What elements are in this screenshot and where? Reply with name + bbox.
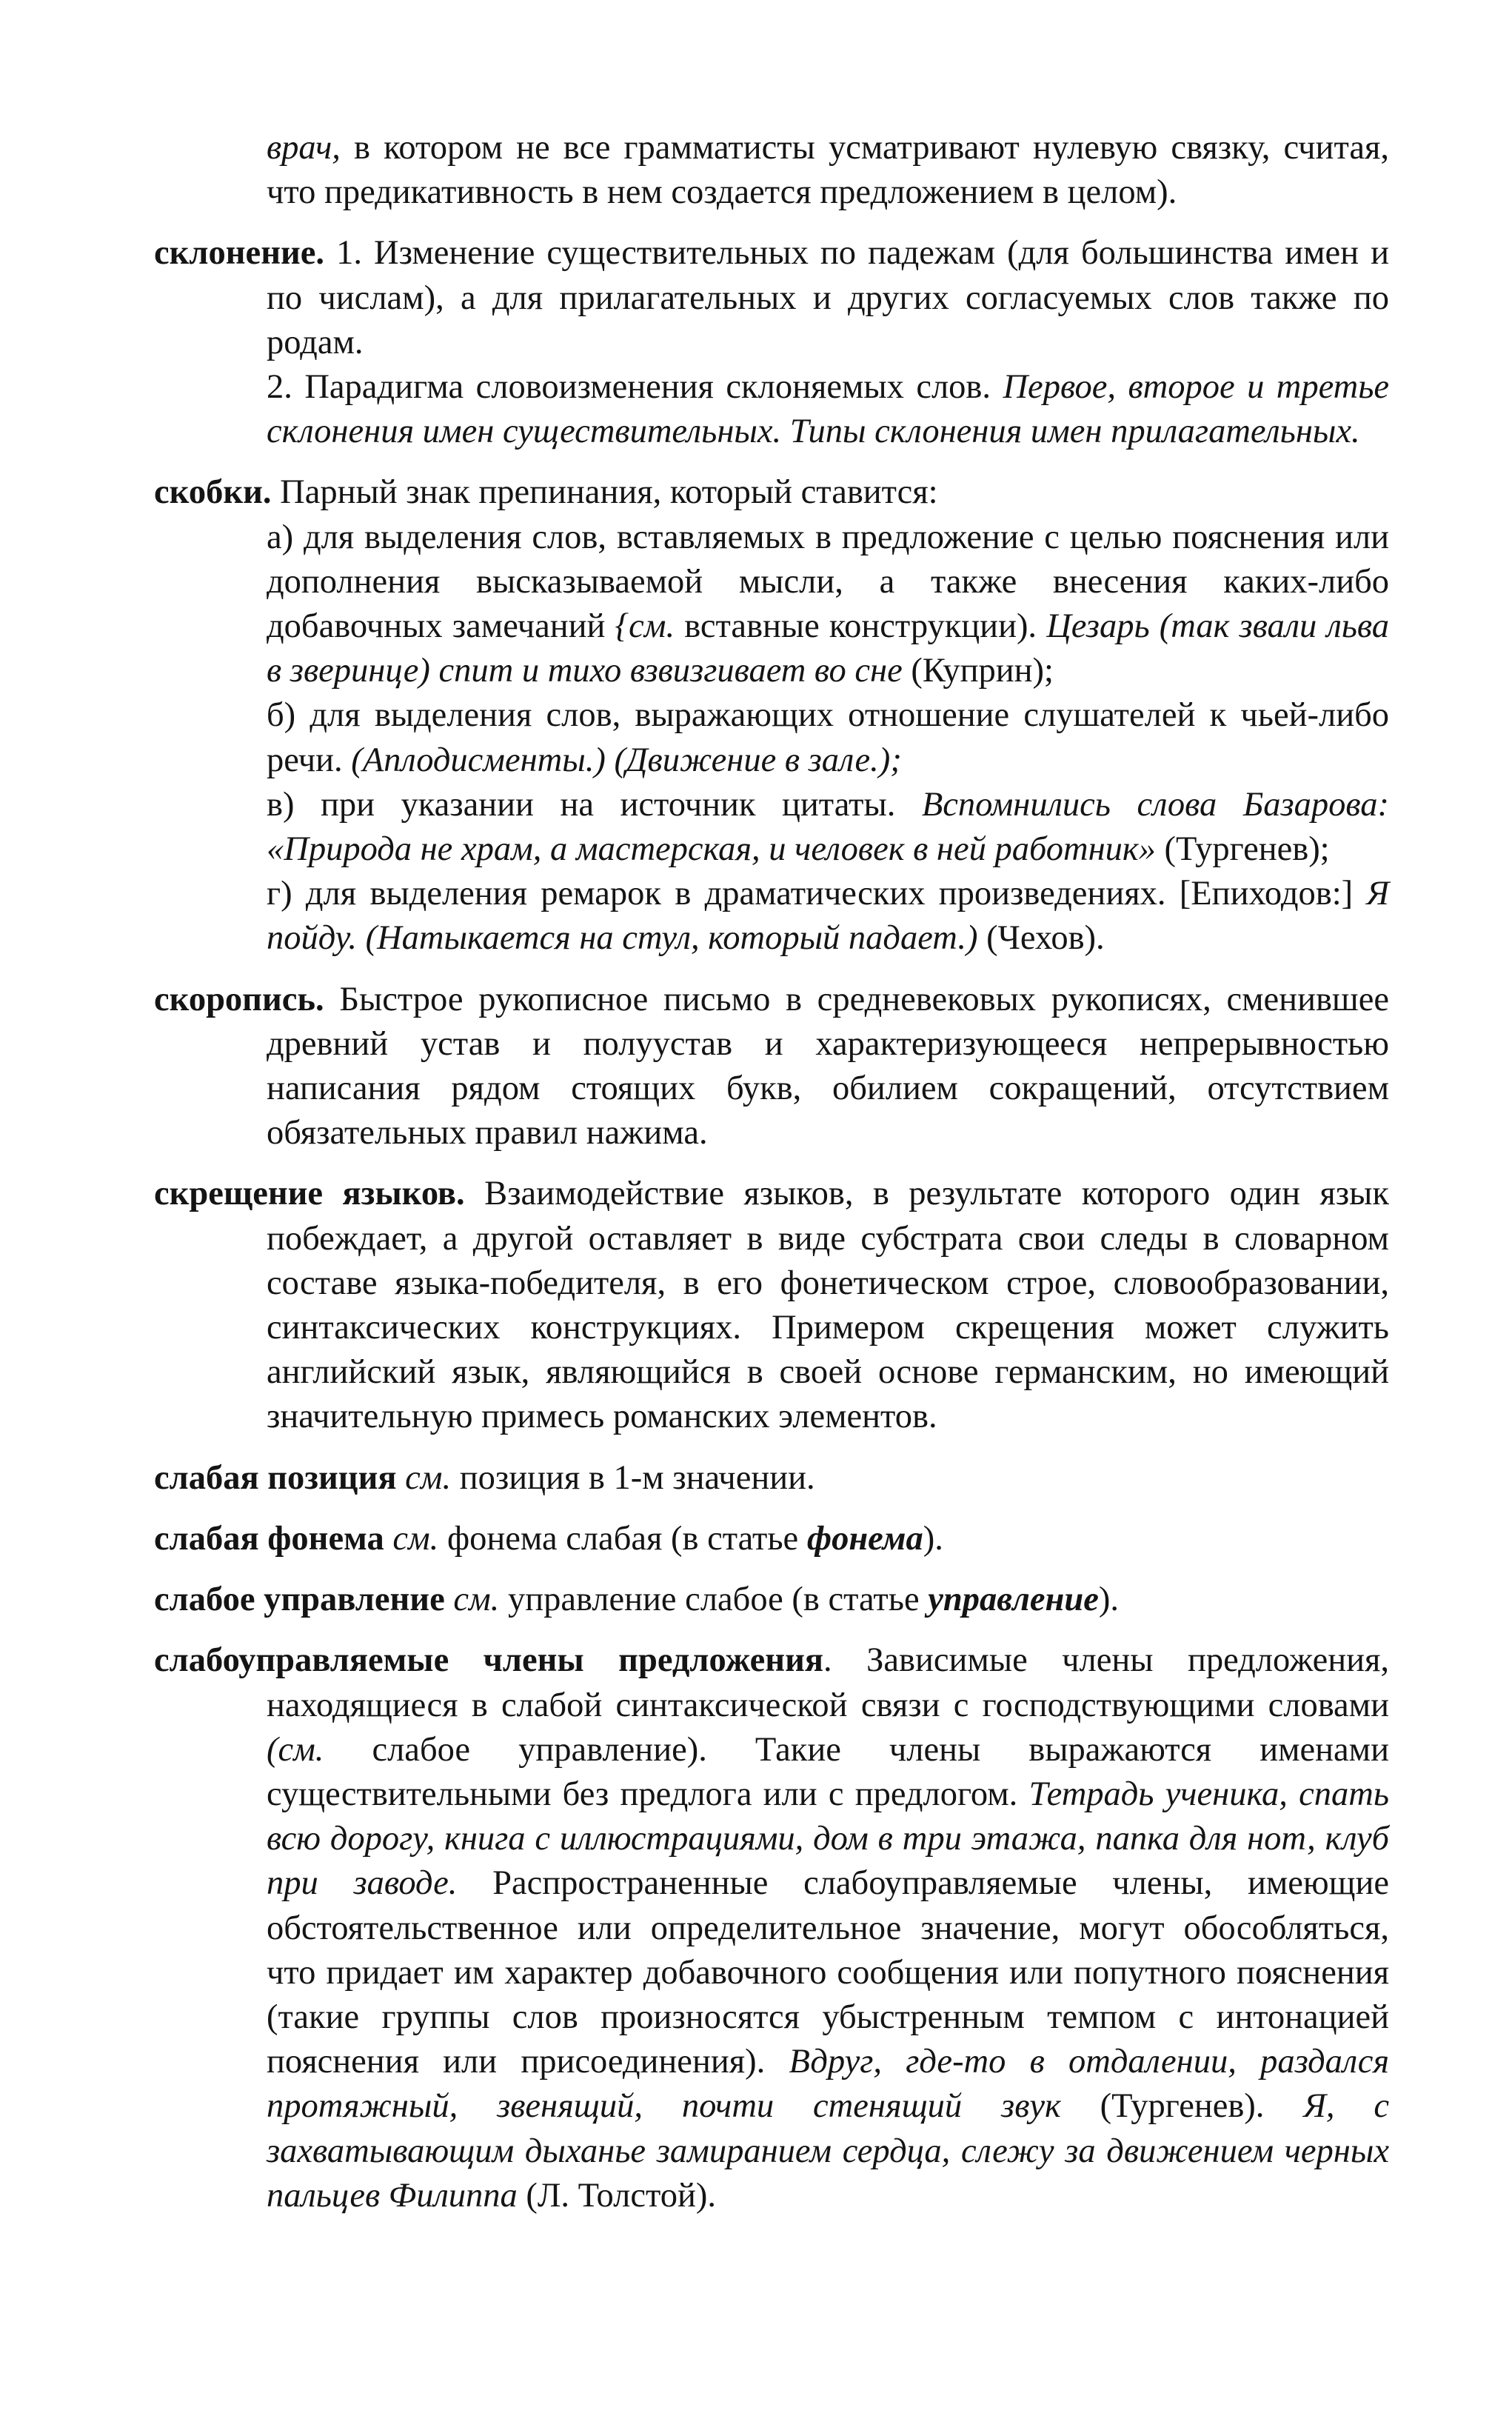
author: (Куприн); [902, 652, 1054, 690]
entry-slabaya-fonema [154, 1517, 1389, 1561]
item-text: б) для выделения слов, выражающих отношение слушателей к чьей-либо речи. [267, 696, 1389, 779]
definition: Парный знак препинания, который ставится: [271, 473, 938, 512]
example: Тетрадь ученика, спать всю дорогу, книга с иллюстрациями, дом в три этажа, папка для нот, клуб при заводе. [267, 1775, 1389, 1903]
cross-reference: управление слабое (в статье [499, 1581, 929, 1619]
definition: Взаимодействие языков, в результате которого один язык побеждает, а другой оставляет в виде субстрата свои следы в словарном составе языка-победителя, в его фонетическом строе, словообразовании, синтаксических конструкциях. Примером скрещения может служить английский язык, являющийся в своей основе германским, но имеющий значительную примесь романских элементов. [267, 1175, 1389, 1436]
entry-skobki-item-g [154, 872, 1389, 961]
headword: скобки. [154, 473, 272, 512]
example: Вспомнились слова Базарова: «Природа не храм, а мастерская, и человек в ней работник» [267, 785, 1389, 869]
example: Цезарь (так звали льва в зверинце) спит и тихо взвизгивает во сне [267, 607, 1389, 690]
continuation-text: в котором не все грамматисты усматривают нулевую связку, считая, что предикативность в нем создается предложением в целом). [267, 129, 1389, 212]
example: Первое, второе и третье склонения имен существительных. Типы склонения имен прилагательных. [267, 368, 1389, 451]
entry-slabaya-poziciya [154, 1456, 1389, 1501]
entry-skobki-item-a [154, 516, 1389, 694]
headword: скоропись. [154, 980, 324, 1018]
cross-reference-end: ). [923, 1519, 943, 1558]
headword: слабое управление [154, 1581, 445, 1619]
entry-sklonenie-sense-2 [154, 365, 1389, 454]
author: (Чехов). [977, 919, 1105, 958]
cross-reference: фонема слабая (в статье [438, 1519, 807, 1558]
see-marker: см. [384, 1519, 439, 1558]
headword: слабая позиция [154, 1458, 397, 1497]
continuation-term: врач, [267, 129, 341, 167]
item-text: а) для выделения слов, вставляемых в предложение с целью пояснения или дополнения высказываемой мысли, а также внесения каких-либо добавочных замечаний [267, 518, 1389, 646]
example: Я пойду. (Натыкается на стул, который падает.) [267, 875, 1389, 958]
example: Вдруг, где-то в отдалении, раздался протяжный, звенящий, почти стенящий звук [267, 2043, 1389, 2126]
author: (Л. Толстой). [517, 2176, 716, 2215]
entry-slaboupravlyaemye [154, 1638, 1389, 2218]
entry-skobki-item-b [154, 693, 1389, 782]
definition: Быстрое рукописное письмо в средневековых рукописях, сменившее древний устав и полуустав и характеризующееся непрерывностью написания рядом стоящих букв, обилием сокращений, отсутствием обязательных правил нажима. [267, 980, 1389, 1152]
cross-reference-headword: управление [928, 1581, 1099, 1619]
example: Я, с захватывающим дыханье замиранием сердца, слежу за движением черных пальцев Филиппа [267, 2087, 1390, 2215]
see-marker: см. [444, 1581, 500, 1619]
dictionary-page [154, 126, 1389, 2218]
item-text: г) для выделения ремарок в драматических произведениях. [Епиходов:] [267, 875, 1367, 913]
cross-reference-end: ). [1098, 1581, 1119, 1619]
entry-skobki-item-v [154, 783, 1389, 872]
definition: 2. Парадигма словоизменения склоняемых слов. [267, 368, 1003, 407]
cross-reference-headword: фонема [806, 1519, 923, 1558]
entry-skoropis [154, 978, 1389, 1156]
see-marker: см. [396, 1458, 452, 1497]
cross-reference: вставные конструкции). [675, 607, 1047, 646]
entry-sklonenie [154, 231, 1389, 365]
entry-skobki [154, 470, 1389, 515]
entry-skreshchenie [154, 1172, 1389, 1439]
cross-reference: позиция в 1-м значении. [451, 1458, 815, 1497]
definition: слабое управление). Такие члены выражаются именами существительными без предлога или с предлогом. [267, 1730, 1389, 1813]
author: (Тургенев); [1155, 830, 1330, 869]
author: (Тургенев). [1060, 2087, 1304, 2126]
definition: Распространенные слабоуправляемые члены, имеющие обстоятельственное или определительное значение, могут обособляться, что придает им характер добавочного сообщения или попутного пояснения (такие группы слов произносятся убыстренным темпом с интонацией пояснения или присоединения). [267, 1864, 1389, 2081]
example: (Аплодисменты.) (Движение в зале.); [351, 741, 902, 779]
headword: слабоуправляемые члены предложения [154, 1641, 824, 1680]
definition: . Зависимые члены предложения, находящиеся в слабой синтаксической связи с господствующими словами [267, 1641, 1389, 1724]
continuation-paragraph [154, 126, 1389, 215]
entry-slaboe-upravlenie [154, 1578, 1389, 1622]
headword: слабая фонема [154, 1519, 384, 1558]
see-marker: (см. [267, 1730, 324, 1769]
definition: 1. Изменение существительных по падежам (для большинства имен и по числам), а для прилагательных и других согласуемых слов также по родам. [267, 234, 1389, 361]
headword: склонение. [154, 234, 325, 273]
headword: скрещение языков. [154, 1175, 465, 1213]
see-marker: {см. [615, 607, 675, 646]
item-text: в) при указании на источник цитаты. [267, 785, 922, 824]
